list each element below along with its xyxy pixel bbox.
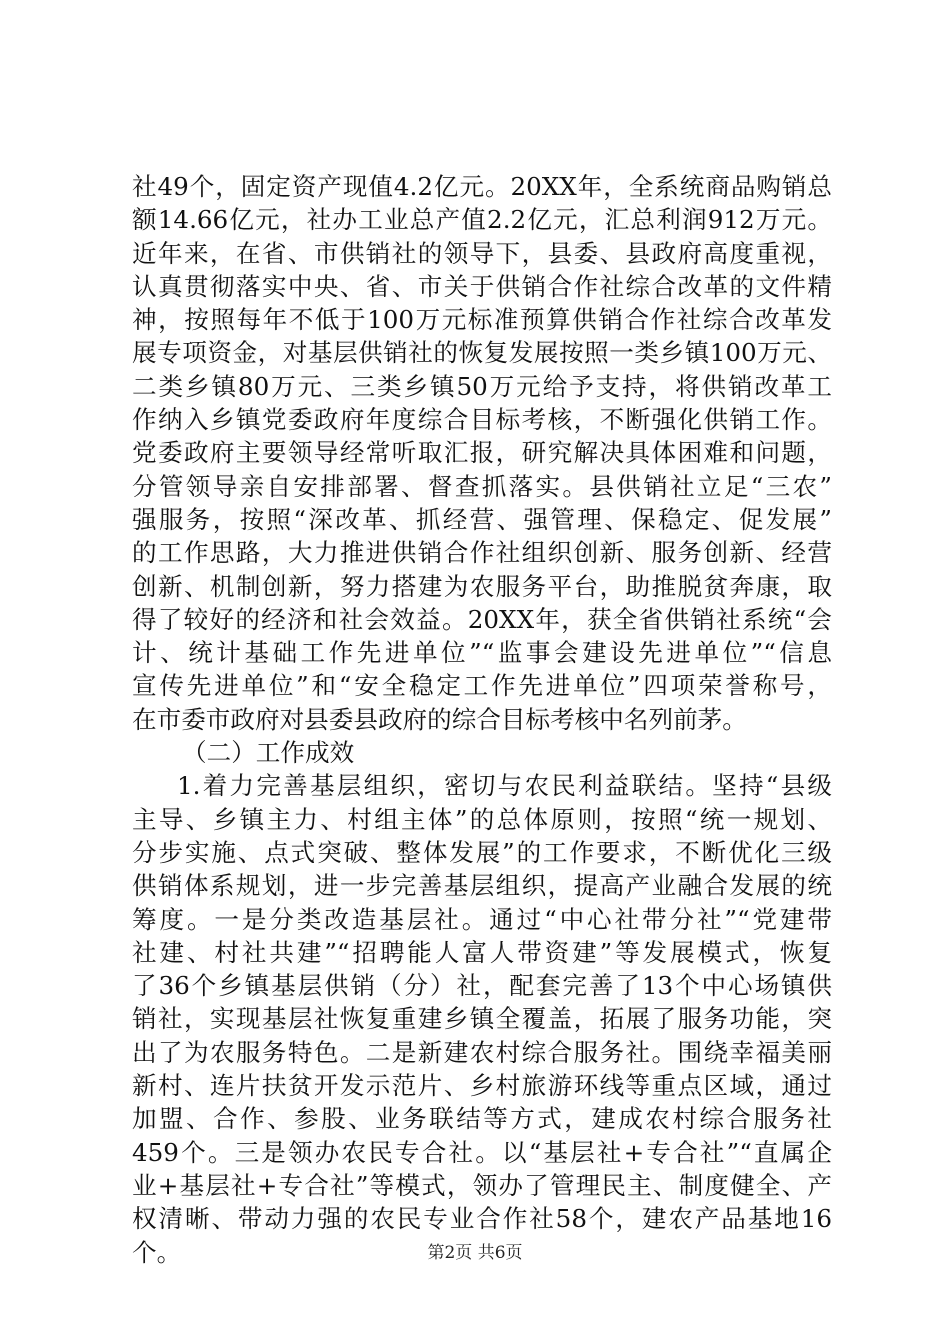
text-line: 供销体系规划，进一步完善基层组织，提高产业融合发展的统	[132, 871, 832, 901]
text-line: 459个。三是领办农民专合社。以“基层社+专合社”“直属企	[132, 1137, 832, 1167]
text-line: 社建、村社共建”“招聘能人富人带资建”等发展模式，恢复	[132, 937, 832, 967]
page-number-footer: 第2页 共6页	[427, 1243, 523, 1263]
document-body	[132, 170, 832, 1269]
text-line: 计、统计基础工作先进单位”“监事会建设先进单位”“信息	[132, 638, 832, 668]
text-line: 认真贯彻落实中央、省、市关于供销合作社综合改革的文件精	[132, 271, 832, 301]
text-line: 强服务，按照“深改革、抓经营、强管理、保稳定、促发展”	[132, 504, 832, 534]
text-line: 神，按照每年不低于100万元标准预算供销合作社综合改革发	[132, 305, 832, 335]
text-line: 社49个，固定资产现值4.2亿元。20XX年，全系统商品购销总	[132, 172, 832, 201]
text-line: 党委政府主要领导经常听取汇报，研究解决具体困难和问题，	[132, 438, 832, 468]
text-line: 新村、连片扶贫开发示范片、乡村旅游环线等重点区域，通过	[132, 1071, 832, 1101]
text-line: 1.着力完善基层组织，密切与农民利益联结。坚持“县级	[177, 771, 832, 801]
text-line: 出了为农服务特色。二是新建农村综合服务社。围绕幸福美丽	[132, 1037, 832, 1067]
text-line: 业+基层社+专合社”等模式，领办了管理民主、制度健全、产	[132, 1170, 832, 1200]
text-line: 分步实施、点式突破、整体发展”的工作要求，不断优化三级	[132, 837, 832, 867]
text-line: 二类乡镇80万元、三类乡镇50万元给予支持，将供销改革工	[132, 371, 832, 401]
text-line: 近年来，在省、市供销社的领导下，县委、县政府高度重视，	[132, 238, 832, 268]
text-line: 加盟、合作、参股、业务联结等方式，建成农村综合服务社	[132, 1104, 832, 1134]
text-line: 分管领导亲自安排部署、督查抓落实。县供销社立足“三农”	[132, 471, 832, 501]
text-line: 作纳入乡镇党委政府年度综合目标考核，不断强化供销工作。	[132, 405, 832, 435]
text-line: 了36个乡镇基层供销（分）社，配套完善了13个中心场镇供	[132, 971, 832, 1001]
text-line: 主导、乡镇主力、村组主体”的总体原则，按照“统一规划、	[132, 804, 832, 834]
text-line: 的工作思路，大力推进供销合作社组织创新、服务创新、经营	[132, 538, 832, 568]
text-line: 销社，实现基层社恢复重建乡镇全覆盖，拓展了服务功能，突	[132, 1004, 832, 1034]
text-line: 筹度。一是分类改造基层社。通过“中心社带分社”“党建带	[132, 904, 832, 934]
text-line: 创新、机制创新，努力搭建为农服务平台，助推脱贫奔康，取	[132, 571, 832, 601]
text-line: 得了较好的经济和社会效益。20XX年，获全省供销社系统“会	[132, 604, 832, 634]
text-line: 展专项资金，对基层供销社的恢复发展按照一类乡镇100万元、	[132, 338, 832, 368]
text-line: 在市委市政府对县委县政府的综合目标考核中名列前茅。	[132, 704, 747, 734]
section-heading: （二）工作成效	[182, 738, 355, 768]
text-line: 宣传先进单位”和“安全稳定工作先进单位”四项荣誉称号，	[132, 671, 832, 701]
paragraph-1	[132, 170, 832, 736]
text-line: 额14.66亿元，社办工业总产值2.2亿元，汇总利润912万元。	[132, 205, 832, 235]
paragraph-2	[132, 769, 832, 1268]
text-line: 权清晰、带动力强的农民专业合作社58个，建农产品基地16	[132, 1204, 832, 1234]
text-line: 个。	[132, 1237, 182, 1267]
